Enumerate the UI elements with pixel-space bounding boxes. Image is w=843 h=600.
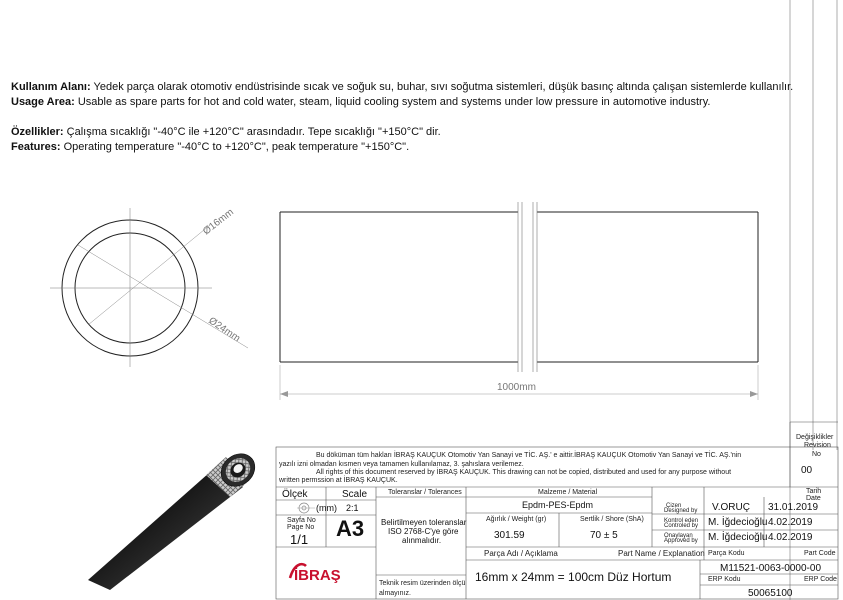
projection-symbol-icon — [297, 501, 315, 515]
scale-value: 2:1 — [346, 503, 359, 513]
usage-en-label: Usage Area: — [11, 96, 75, 108]
material-value: Epdm-PES-Epdm — [522, 500, 594, 510]
erp-label-en: ERP Code — [804, 576, 837, 583]
drawn-label-en: Designed by — [664, 508, 698, 514]
svg-text:İBRAŞ: İBRAŞ — [294, 567, 341, 584]
unit-label: (mm) — [316, 503, 337, 513]
tolerances-text-2: ISO 2768-C'ye göre — [388, 527, 459, 536]
features-en-text: Operating temperature "-40°C to +120°C", peak temperature "+150°C". — [60, 141, 410, 153]
checked-label-en: Controled by — [664, 523, 699, 529]
tolerances-text-3: alınmalıdır. — [402, 536, 442, 545]
drawn-label: Çizen — [666, 503, 682, 509]
usage-tr-text: Yedek parça olarak otomotiv endüstrisinde sıcak ve soğuk su, buhar, sıvı soğutma sistemleri, düşük basınç altında çalışan sistemlerde kullanılır. — [90, 81, 794, 93]
scale-label: Scale — [342, 489, 368, 500]
checked-by: M. İğdecioğlu — [708, 517, 768, 528]
part-name-label: Parça Adı / Açıklama — [484, 549, 558, 558]
shore-label: Sertlik / Shore (ShA) — [580, 516, 644, 523]
drawn-date: 31.01.2019 — [768, 502, 819, 513]
material-label: Malzeme / Material — [538, 489, 598, 496]
measurement-note: Teknik resim üzerinden ölçü — [379, 580, 466, 587]
date-label-en: Date — [806, 495, 821, 502]
approved-date: 4.02.2019 — [768, 532, 813, 543]
copyright-tr-2: yazılı izni olmadan kısmen veya tamamen kullanılamaz, 3. şahıslara verilemez. — [279, 461, 524, 468]
usage-tr-label: Kullanım Alanı: — [11, 81, 91, 93]
copyright-tr: Bu döküman tüm hakları İBRAŞ KAUÇUK Otomotiv Yan Sanayi ve TİC. AŞ.' e aittir.İBRAŞ KAUÇUK Otomotiv Yan Sanayi ve TİC. AŞ.'nin — [316, 452, 742, 459]
tolerances-text-1: Belirtilmeyen toleranslar — [381, 518, 467, 527]
revision-no: 00 — [801, 465, 813, 476]
checked-date: 4.02.2019 — [768, 517, 813, 528]
shore-value: 70 ± 5 — [590, 530, 618, 541]
approved-label: Onaylayan — [664, 533, 693, 539]
ibras-logo — [286, 560, 366, 586]
approved-by: M. İğdecioğlu — [708, 532, 768, 543]
revision-no-label: No — [812, 451, 821, 458]
part-code: M11521-0063-0000-00 — [720, 563, 822, 574]
tolerances-label: Toleranslar / Tolerances — [388, 489, 462, 496]
weight-label: Ağırlık / Weight (gr) — [486, 516, 547, 523]
part-name: 16mm x 24mm = 100cm Düz Hortum — [475, 570, 672, 584]
part-name-label-en: Part Name / Explanation — [618, 549, 705, 558]
page-label: Sayfa No — [287, 517, 316, 524]
features-tr-label: Özellikler: — [11, 126, 64, 138]
drawn-by: V.ORUÇ — [712, 502, 750, 513]
features-en-label: Features: — [11, 141, 61, 153]
page-label-en: Page No — [287, 524, 315, 531]
measurement-note-2: almayınız. — [379, 590, 411, 597]
sheet-size: A3 — [336, 516, 365, 541]
weight-value: 301.59 — [494, 530, 525, 541]
inner-diameter-label: Ø16mm — [201, 206, 236, 238]
outer-diameter-label: Ø24mm — [206, 315, 242, 345]
scale-header: Ölçek — [282, 489, 308, 500]
page-value: 1/1 — [290, 532, 309, 547]
approved-label-en: Approved by — [664, 538, 698, 544]
part-code-label-en: Part Code — [804, 550, 836, 557]
checked-label: Kontrol eden — [664, 518, 699, 524]
length-label: 1000mm — [497, 382, 536, 393]
copyright-en-2: written permssion at İBRAŞ KAUÇUK. — [279, 477, 398, 484]
revision-header-en: Revision — [804, 442, 831, 449]
erp-code: 50065100 — [748, 588, 793, 599]
erp-label: ERP Kodu — [708, 576, 741, 583]
features-tr-text: Çalışma sıcaklığı "-40°C ile +120°C" arasındadır. Tepe sıcaklığı "+150°C" dir. — [63, 126, 441, 138]
usage-en-text: Usable as spare parts for hot and cold water, steam, liquid cooling system and systems under low pressure in automotive industry. — [74, 96, 711, 108]
copyright-en: All rights of this document reserved by İBRAŞ KAUÇUK. This drawing can not be copied, distributed and used for any purpose without — [316, 469, 732, 476]
part-code-label: Parça Kodu — [708, 550, 745, 557]
revision-header: Değişiklikler — [796, 434, 834, 441]
date-label: Tarih — [806, 488, 822, 495]
